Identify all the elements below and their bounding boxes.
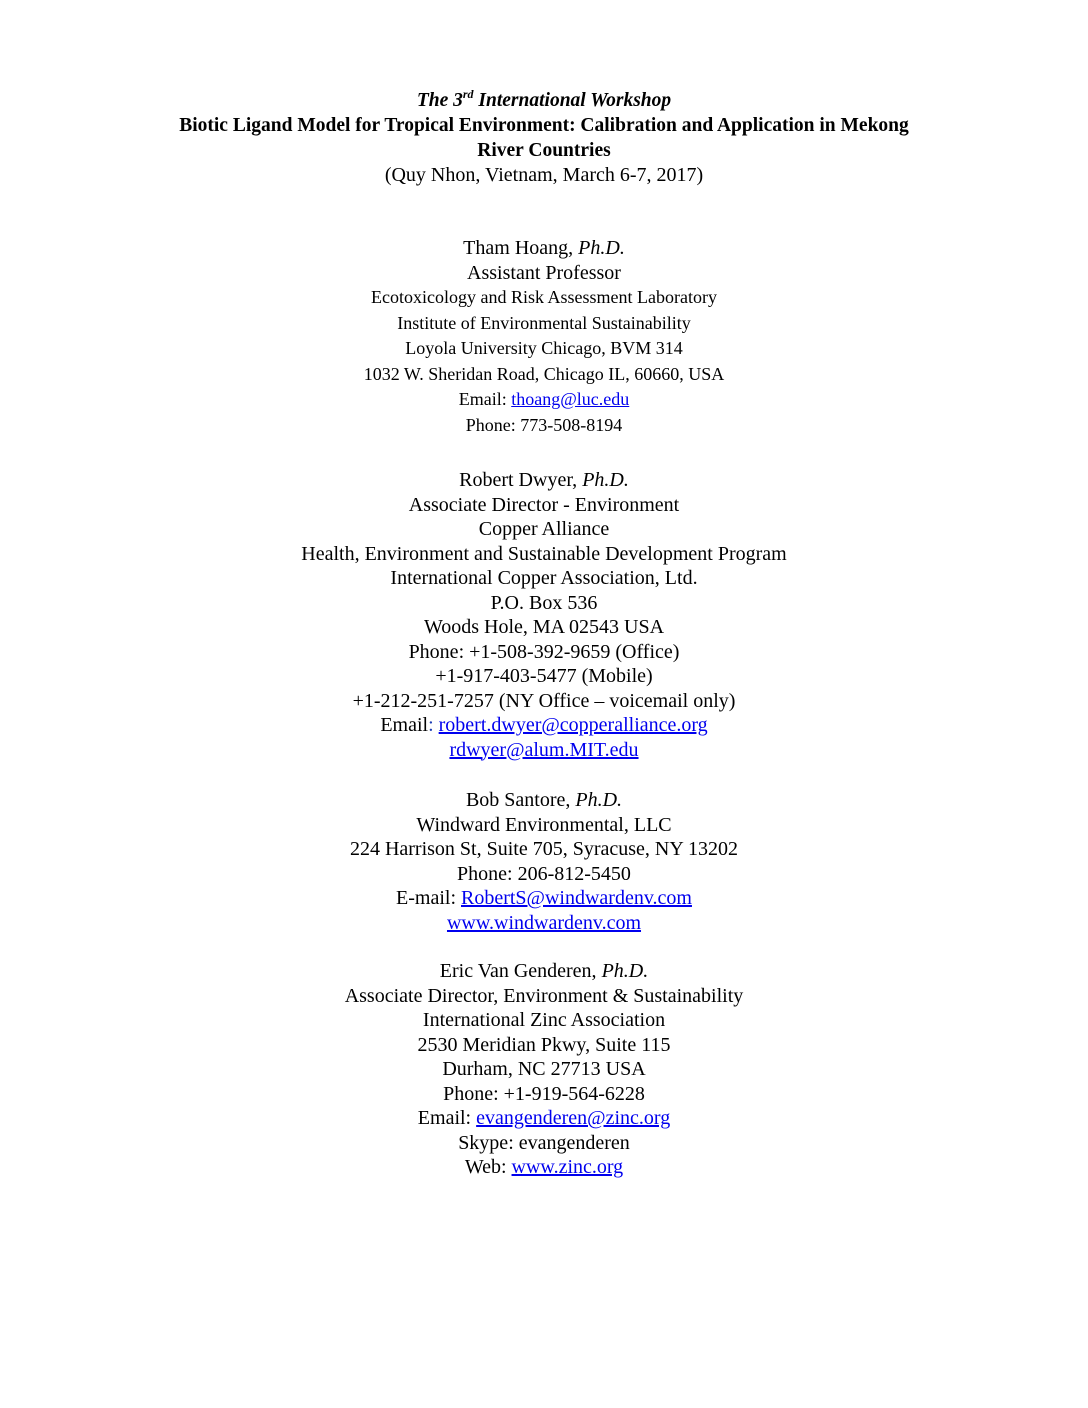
contact-email-line: Email: robert.dwyer@copperalliance.org [380,714,708,736]
workshop-subtitle-line1: Biotic Ligand Model for Tropical Environment: Calibration and Application in Mekong [179,115,909,136]
contact-email-line: Email: thoang@luc.edu [458,389,630,409]
workshop-header [0,88,1088,188]
contact-title: Associate Director, Environment & Sustainability [344,984,744,1007]
ordinal-suffix: rd [462,86,474,101]
contact-address: 1032 W. Sheridan Road, Chicago IL, 60660, USA [363,363,725,384]
workshop-subtitle-line2: River Countries [477,140,611,161]
contact-address: Durham, NC 27713 USA [442,1058,646,1080]
contact-block-hoang [0,236,1088,438]
contact-name: Eric Van Genderen, Ph.D. [439,960,649,982]
email-link[interactable]: RobertS@windwardenv.com [461,887,692,909]
contact-email-line: E-mail: RobertS@windwardenv.com [396,887,692,909]
contact-phone: Phone: 773-508-8194 [465,414,623,435]
contact-email-line-2 [0,738,1088,763]
workshop-title: The 3rd International Workshop [416,86,672,111]
contact-website-line [0,911,1088,936]
contact-name: Bob Santore, Ph.D. [465,789,623,811]
website-link[interactable]: www.windwardenv.com [446,911,642,934]
contact-email-line: Email: evangenderen@zinc.org [417,1107,671,1129]
contact-name: Robert Dwyer, Ph.D. [459,469,629,491]
contact-title: Associate Director - Environment [408,493,680,516]
workshop-location: (Quy Nhon, Vietnam, March 6-7, 2017) [384,164,704,186]
email-link[interactable]: robert.dwyer@copperalliance.org [438,714,708,736]
contact-skype: Skype: evangenderen [458,1131,630,1154]
contact-org: Health, Environment and Sustainable Development Program [301,542,787,565]
contact-org: Institute of Environmental Sustainability [397,312,691,333]
contact-org: International Copper Association, Ltd. [390,567,698,589]
contact-block-dwyer [0,468,1088,762]
contact-address: 224 Harrison St, Suite 705, Syracuse, NY 13202 [349,838,739,860]
contact-org: Copper Alliance [478,518,610,540]
contact-phone-office: Phone: +1-508-392-9659 (Office) [408,640,680,663]
contact-po-box: P.O. Box 536 [490,591,598,614]
contact-address: 2530 Meridian Pkwy, Suite 115 [417,1033,671,1056]
contact-block-van-genderen [0,959,1088,1180]
contact-name: Tham Hoang, Ph.D. [463,237,625,259]
contact-org: Loyola University Chicago, BVM 314 [405,338,683,358]
contact-phone-mobile: +1-917-403-5477 (Mobile) [435,665,653,687]
contact-org: Windward Environmental, LLC [416,813,672,836]
website-link[interactable]: www.zinc.org [511,1156,624,1178]
contact-title: Assistant Professor [467,261,621,284]
contact-block-santore [0,788,1088,935]
contact-org: International Zinc Association [422,1009,666,1031]
contact-phone: Phone: 206-812-5450 [457,862,631,885]
email-link[interactable]: evangenderen@zinc.org [476,1107,671,1129]
email-link[interactable]: thoang@luc.edu [511,389,630,409]
contact-org: Ecotoxicology and Risk Assessment Laboratory [371,287,717,307]
contact-website-line: Web: www.zinc.org [464,1156,624,1178]
contact-address: Woods Hole, MA 02543 USA [423,616,665,638]
contact-phone: Phone: +1-919-564-6228 [443,1082,645,1105]
email-link-secondary[interactable]: rdwyer@alum.MIT.edu [449,738,639,761]
contact-phone-ny: +1-212-251-7257 (NY Office – voicemail only) [352,689,736,712]
